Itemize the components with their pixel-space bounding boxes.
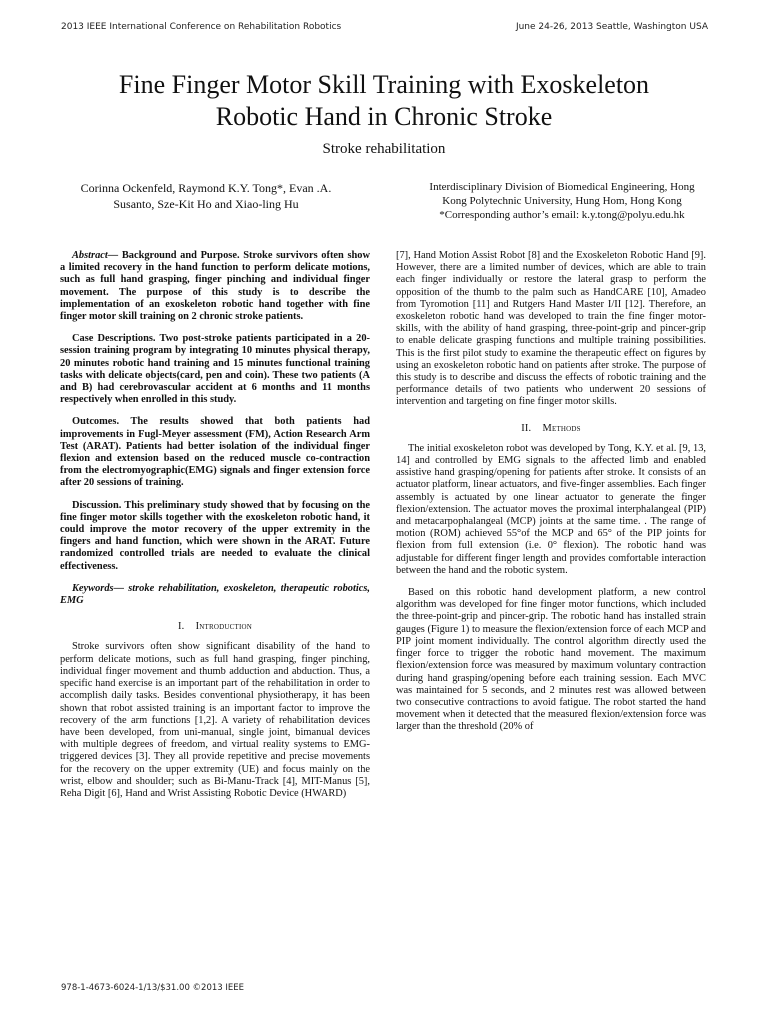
abstract-background-text: Background and Purpose. Stroke survivors often show a limited recovery in the hand function to perform delicate motions, such as full hand grasping, finger pinching and individual finger movement. The purpose of this study is to describe the implementation of an exoskeleton robotic hand together with fine finger motor skill training on 2 chronic stroke patients. [60,250,370,323]
section-number: II. [521,422,532,434]
keywords-label: Keywords— [72,582,124,594]
introduction-paragraph-continued: [7], Hand Motion Assist Robot [8] and the Exoskeleton Robotic Hand [9]. However, there are a limited number of devices, which are able to train each finger individually or restore the lateral grasp to perform the opposition of the thumb to the palm such as HandCARE [10], Amadeo from Tyromotion [11] and Rutgers Hand Master I/II [12]. Therefore, an exoskeleton robotic hand was developed to train the fine finger motor-skills, with the ability of hand grasping, three-point-grip and pincer-grip to enable delicate grasping functions and multiple training possibilities. This is the first pilot study to examine the therapeutic effect on figures by using an exoskeleton robotic hand on patients after stroke. The purpose of this study is to describe and discuss the effects of robotic training and the performance details of two patients who underwent 20 sessions of intervention and targeting on fine finger motor skills. [396,250,706,408]
author-list [40,180,372,212]
abstract-case-descriptions: Case Descriptions. Two post-stroke patients participated in a 20-session training program by integrating 10 minutes physical therapy, 20 minutes robotic hand training and 15 minutes functional training tasks with delicate objects(card, pen and coin). These two patients (A and B) had cerebrovascular accident at 6 months and 11 months respectively when enrolled in this study. [60,333,370,406]
left-column [60,250,370,800]
abstract-discussion: Discussion. This preliminary study showed that by focusing on the fine finger motor skills together with the exoskeleton robotic hand, it could improve the motor recovery of the upper extremity in the fingers and hand function, which were shown in the ARAT. Future randomized controlled trials are needed to evaluate the clinical effectiveness. [60,499,370,572]
section-heading-introduction [60,621,370,633]
section-title: Introduction [195,621,253,633]
right-column [396,250,706,734]
affiliation-block [396,180,728,222]
abstract-label: Abstract— [72,250,119,261]
running-header-conference: 2013 IEEE International Conference on Rehabilitation Robotics [61,22,342,32]
methods-paragraph: Based on this robotic hand development platform, a new control algorithm was developed for fine finger motor functions, which included the three-point-grip and pincer-grip. The robotic hand has installed strain gauges (Figure 1) to measure the flexion/extension force of each MCP and PIP joint moment individually. The control algorithm directly used the finger force to trigger the robotic hand movement. The maximum flexion/extension force was measured by maximum voluntary contraction during hand grasping/opening before each training session. Each MVC was maintained for 5 seconds, and 2 minutes rest was allowed between two consecutive contractions to avoid fatigue. The robot started the hand movement when it detected that the measured flexion/extension force was larger than the threshold (20% of [396,587,706,733]
abstract-background [60,250,370,323]
introduction-paragraph: Stroke survivors often show significant disability of the hand to perform delicate motions, such as full hand grasping, finger pinching, individual finger movement and thumb adduction and abduction. Thus, a specific hand exercise is an important part of the rehabilitation in order to accomplish daily tasks. Besides conventional physiotherapy, it has been shown that robot assisted training is an important factor to improve the recovery of the arm functions [1,2]. A variety of rehabilitation devices have been developed, from uni-manual, single joint, bimanual devices with multiple degrees of freedom, and virtual reality systems to EMG-triggered devices [3]. They all provide repetitive and precise movements for the recovery on the upper extremity (UE) and focus mainly on the wrist, elbow and shoulder; such as Bi-Manu-Track [4], MIT-Manus [5], Reha Digit [6], Hand and Wrist Assisting Robotic Device (HWARD) [60,641,370,799]
methods-paragraph: The initial exoskeleton robot was developed by Tong, K.Y. et al. [9, 13, 14] and controlled by EMG signals to the affected limb and enabled assistive hand grasping/opening for patients after stroke. It consists of an actuator platform, linear actuators, and five-finger assemblies. Each finger assembly is actuated by one linear actuator to generate the finger flexion/extension. The actuator moves the proximal interphalangeal (PIP) and metacarpophalangeal (MCP) joints at the same time. . The range of motion (ROM) achieved 55°of the MCP and 65° of the PIP joints for flexion from full extension (i.e. 0° flexion). The robotic hand was adjustable for different finger length and provides comfortable interaction between the hand and the robotic system. [396,442,706,576]
paper-title-line: Robotic Hand in Chronic Stroke [215,102,553,131]
paper-title-line: Fine Finger Motor Skill Training with Exoskeleton [118,70,650,99]
keywords-text: stroke rehabilitation, exoskeleton, therapeutic robotics, EMG [60,582,370,607]
running-header-date-location: June 24-26, 2013 Seattle, Washington USA [515,22,708,32]
author-line: Corinna Ockenfeld, Raymond K.Y. Tong*, Evan .A. [80,181,332,195]
section-heading-methods [396,423,706,435]
paper-title [40,69,728,133]
author-line: Susanto, Sze-Kit Ho and Xiao-ling Hu [113,197,299,211]
keywords [60,583,370,607]
section-title: Methods [542,422,581,434]
corresponding-email: *Corresponding author’s email: k.y.tong@polyu.edu.hk [439,209,685,221]
affiliation-line: Interdisciplinary Division of Biomedical Engineering, Hong [429,181,695,193]
abstract-outcomes: Outcomes. The results showed that both patients had improvements in Fugl-Meyer assessment (FM), Action Research Arm Test (ARAT). Patients had better isolation of the individual finger flexion and extension based on the reduced muscle co-contraction from the electromyographic(EMG) signals and finger extension force after 20 sessions of training. [60,416,370,489]
affiliation-line: Kong Polytechnic University, Hung Hom, Hong Kong [442,195,682,207]
copyright-footer: 978-1-4673-6024-1/13/$31.00 ©2013 IEEE [61,983,245,993]
section-number: I. [177,621,185,633]
paper-subtitle: Stroke rehabilitation [322,141,446,157]
